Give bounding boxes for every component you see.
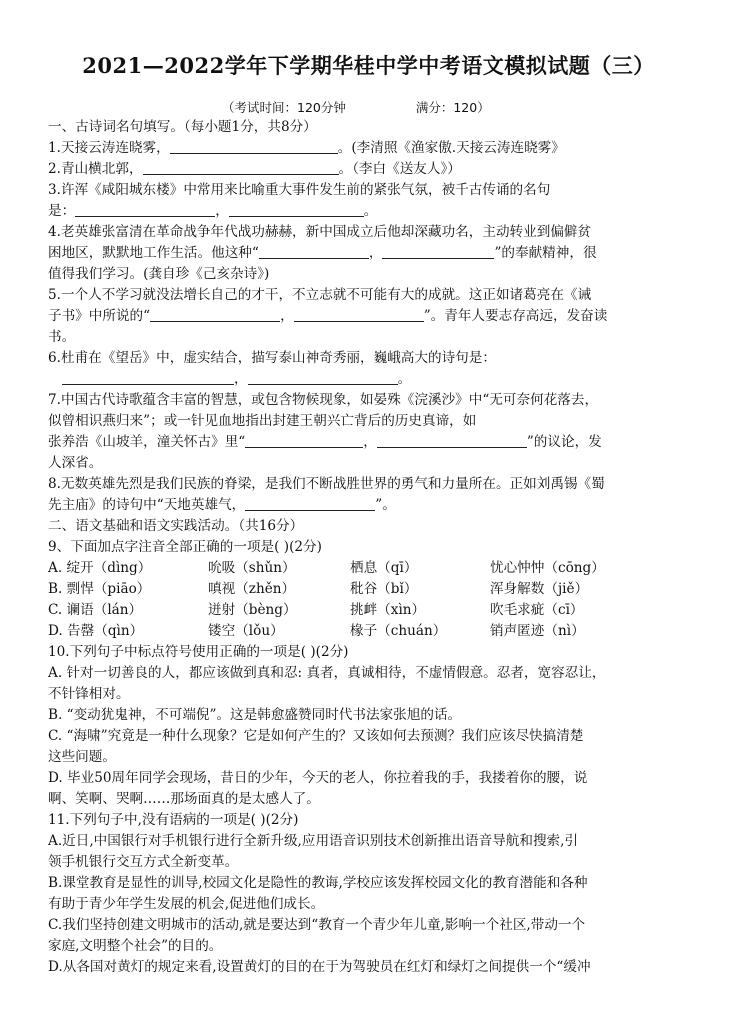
question-10-option-d[interactable]: D. 毕业50周年同学会现场，昔日的少年，今天的老人，你拉着我的手，我搂着你的腰，说 [48, 770, 588, 786]
question-9-stem: 9、下面加点字注音全部正确的一项是( )(2分) [48, 539, 322, 555]
question-11-option-a[interactable]: A.近日,中国银行对手机银行进行全新升级,应用语音识别技术创新推出语音导航和搜索,引 [48, 833, 579, 849]
question-9-option-c[interactable]: C. 谰语（lán） 迸射（bèng） 挑衅（xìn） 吹毛求疵（cī） [48, 602, 584, 618]
answer-blank[interactable] [294, 306, 424, 322]
question-9-option-b[interactable]: B. 剽悍（piāo） 嗔视（zhěn） 秕谷（bǐ） 浑身解数（jiě） [48, 581, 589, 597]
exam-info [222, 98, 490, 116]
question-3-line-2: 是： ， 。 [48, 203, 378, 219]
question-7-line-4: 人深省。 [48, 455, 103, 471]
question-6-line-2: ， 。 [48, 369, 696, 390]
question-10-option-a-cont: 不针锋相对。 [48, 686, 130, 702]
answer-blank[interactable] [62, 369, 234, 385]
answer-blank[interactable] [248, 369, 398, 385]
question-4-line-2: 困地区，默默地工作生活。他这种“ ， ”的奉献精神，很 [48, 245, 597, 261]
question-10-option-c[interactable]: C. “海啸”究竟是一种什么现象？它是如何产生的？又该如何去预测？我们应该尽快搞清楚 [48, 728, 584, 744]
question-9-option-d[interactable]: D. 告罄（qìn） 镂空（lǒu） 椽子（chuán） 销声匿迹（nì） [48, 623, 585, 639]
question-11-option-c[interactable]: C.我们坚持创建文明城市的活动,就是要达到“教育一个青少年儿童,影响一个社区,带动一个 [48, 917, 586, 933]
question-11-option-b-cont: 有助于青少年学生发展的机会,促进他们成长。 [48, 896, 325, 912]
question-4-line-3: 值得我们学习。(龚自珍《己亥杂诗》) [48, 266, 270, 282]
question-11-option-a-cont: 领手机银行交互方式全新变革。 [48, 854, 239, 870]
question-3-line-1: 3.许浑《咸阳城东楼》中常用来比喻重大事件发生前的紧张气氛，被千古传诵的名句 [48, 182, 551, 198]
question-11-stem: 11.下列句子中,没有语病的一项是( )(2分) [48, 812, 299, 828]
answer-blank[interactable] [170, 138, 338, 154]
question-8-line-1: 8.无数英雄先烈是我们民族的脊梁，是我们不断战胜世界的勇气和力量所在。正如刘禹锡《蜀 [48, 476, 605, 492]
question-8-line-2: 先主庙》的诗句中“天地英雄气， ”。 [48, 497, 396, 513]
question-11-option-b[interactable]: B.课堂教育是显性的训导,校园文化是隐性的教诲,学校应该发挥校园文化的教育潜能和各种 [48, 875, 588, 891]
answer-blank[interactable] [150, 306, 280, 322]
section-1-heading: 一、古诗词名句填写。（每小题1分，共8分） [48, 119, 317, 135]
question-4-line-1: 4.老英雄张富清在革命战争年代战功赫赫，新中国成立后他却深藏功名，主动转业到偏僻贫 [48, 224, 592, 240]
answer-blank[interactable] [229, 201, 364, 217]
question-7-line-2: 似曾相识燕归来”；或一针见血地指出封建王朝兴亡背后的历史真谛，如 [48, 413, 477, 429]
exam-time: （考试时间：120分钟 [222, 100, 346, 115]
answer-blank[interactable] [382, 243, 494, 259]
exam-content [48, 117, 696, 978]
section-2-heading: 二、语文基础和语文实践活动。（共16分） [48, 518, 304, 534]
question-2: 2.青山横北郭， 。（李白《送友人》） [48, 161, 461, 177]
question-10-option-b[interactable]: B. “变动犹鬼神，不可端倪”。这是韩愈盛赞同时代书法家张旭的话。 [48, 707, 462, 723]
answer-blank[interactable] [245, 495, 375, 511]
answer-blank[interactable] [245, 432, 363, 448]
question-10-option-d-cont: 啊、笑啊、哭啊……那场面真的是太感人了。 [48, 791, 320, 807]
question-1: 1.天接云涛连晓雾， 。(李清照《渔家傲.天接云涛连晓雾》 [48, 140, 565, 156]
question-10-option-c-cont: 这些问题。 [48, 749, 116, 765]
question-11-option-d[interactable]: D.从各国对黄灯的规定来看,设置黄灯的目的在于为驾驶员在红灯和绿灯之间提供一个“缓冲 [48, 959, 591, 975]
question-5-line-2: 子书》中所说的“ ， ”。青年人要志存高远，发奋读 [48, 308, 608, 324]
question-11-option-c-cont: 家庭,文明整个社会”的目的。 [48, 938, 223, 954]
answer-blank[interactable] [377, 432, 527, 448]
exam-title: 2021—2022学年下学期华桂中学中考语文模拟试题（三） [82, 53, 655, 78]
question-7-line-1: 7.中国古代诗歌蕴含丰富的智慧，或包含物候现象，如晏殊《浣溪沙》中“无可奈何花落去， [48, 392, 599, 408]
question-10-option-a[interactable]: A. 针对一切善良的人，都应该做到真和忍: 真者，真诚相待，不虚情假意。忍者，宽容忍让， [48, 665, 606, 681]
question-6-line-1: 6.杜甫在《望岳》中，虚实结合，描写泰山神奇秀丽，巍峨高大的诗句是： [48, 350, 496, 366]
question-9-option-a[interactable]: A. 绽开（dìng） 吮吸（shǔn） 栖息（qī） 忧心忡忡（cōng） [48, 560, 605, 576]
question-5-line-1: 5.一个人不学习就没法增长自己的才干，不立志就不可能有大的成就。这正如诸葛亮在《诫 [48, 287, 592, 303]
question-5-line-3: 书。 [48, 329, 76, 345]
question-7-line-3: 张养浩《山坡羊，潼关怀古》里“ ， ”的议论，发 [48, 434, 602, 450]
answer-blank[interactable] [259, 243, 369, 259]
exam-score: 满分：120） [415, 100, 490, 115]
question-10-stem: 10.下列句子中标点符号使用正确的一项是( )(2分) [48, 644, 349, 660]
answer-blank[interactable] [75, 201, 215, 217]
answer-blank[interactable] [143, 159, 339, 175]
